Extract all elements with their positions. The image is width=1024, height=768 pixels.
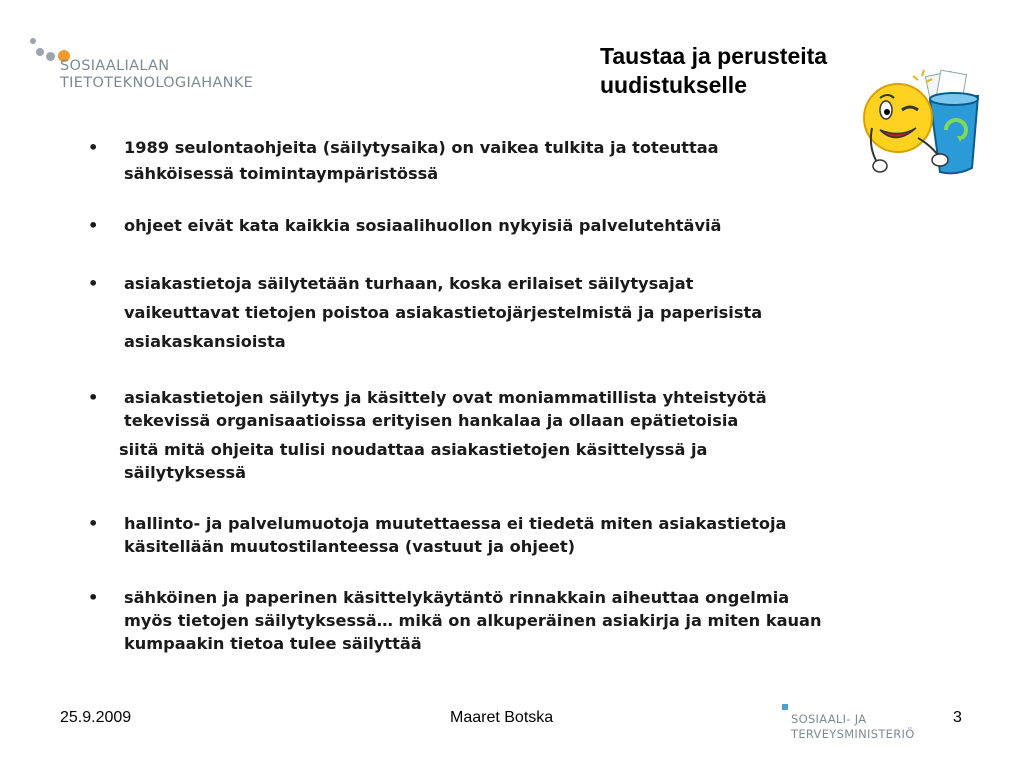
bullet-line: sähköinen ja paperinen käsittelykäytäntö rinnakkain aiheuttaa ongelmia (124, 588, 790, 607)
bullet-line: myös tietojen säilytyksessä… mikä on alkuperäinen asiakirja ja miten kauan (124, 611, 822, 630)
page-number: 3 (953, 709, 962, 726)
bullet-item (88, 135, 998, 187)
ministry-line-1: SOSIAALI- JA (791, 712, 867, 726)
footer-date: 25.9.2009 (60, 709, 132, 726)
bullet-line: tekevissä organisaatioissa erityisen hankalaa ja ollaan epätietoisia (124, 411, 739, 430)
bullet-line: 1989 seulontaohjeita (säilytysaika) on vaikea tulkita ja toteuttaa (124, 138, 719, 157)
bullet-item (88, 586, 998, 655)
logo-text (60, 58, 253, 92)
title-line-2: uudistukselle (600, 72, 747, 98)
ministry-square-icon (782, 704, 788, 710)
bullet-dot-icon: • (88, 138, 99, 157)
footer-author: Maaret Botska (450, 709, 554, 726)
title-line-1: Taustaa ja perusteita (600, 43, 828, 69)
bullet-item (88, 269, 998, 356)
bullet-line: kumpaakin tietoa tulee säilyttää (124, 634, 422, 653)
ministry-logo (782, 704, 952, 754)
bullet-item (88, 213, 998, 239)
bullet-line: vaikeuttavat tietojen poistoa asiakastietojärjestelmistä ja paperisista (124, 303, 763, 322)
bullet-line: asiakastietojen säilytys ja käsittely ovat moniammatillista yhteistyötä (124, 388, 767, 407)
project-logo (22, 30, 292, 100)
bullet-dot-icon: • (88, 388, 99, 407)
bullet-line: asiakaskansioista (124, 332, 286, 351)
ministry-line-2: TERVEYSMINISTERIÖ (791, 727, 915, 741)
ministry-text (791, 712, 915, 742)
slide-title (600, 42, 900, 100)
bullet-line: asiakastietoja säilytetään turhaan, koska erilaiset säilytysajat (124, 274, 694, 293)
bullet-line: sähköisessä toimintaympäristössä (124, 164, 439, 183)
bullet-item (88, 512, 998, 558)
bullet-dot-icon: • (88, 588, 99, 607)
bullet-line: käsitellään muutostilanteessa (vastuut ja ohjeet) (124, 537, 575, 556)
bullet-dot-icon: • (88, 274, 99, 293)
bullet-list (88, 135, 998, 655)
logo-line-2: TIETOTEKNOLOGIAHANKE (60, 75, 254, 91)
bullet-line: siitä mitä ohjeita tulisi noudattaa asiakastietojen käsittelyssä ja (119, 440, 708, 459)
bullet-dot-icon: • (88, 514, 99, 533)
logo-line-1: SOSIAALIALAN (60, 58, 170, 74)
bullet-dot-icon: • (88, 216, 99, 235)
bullet-line: hallinto- ja palvelumuotoja muutettaessa ei tiedetä miten asiakastietoja (124, 514, 787, 533)
bullet-line: säilytyksessä (124, 463, 247, 482)
bullet-item (88, 386, 998, 484)
bullet-line: ohjeet eivät kata kaikkia sosiaalihuollon nykyisiä palvelutehtäviä (124, 216, 722, 235)
